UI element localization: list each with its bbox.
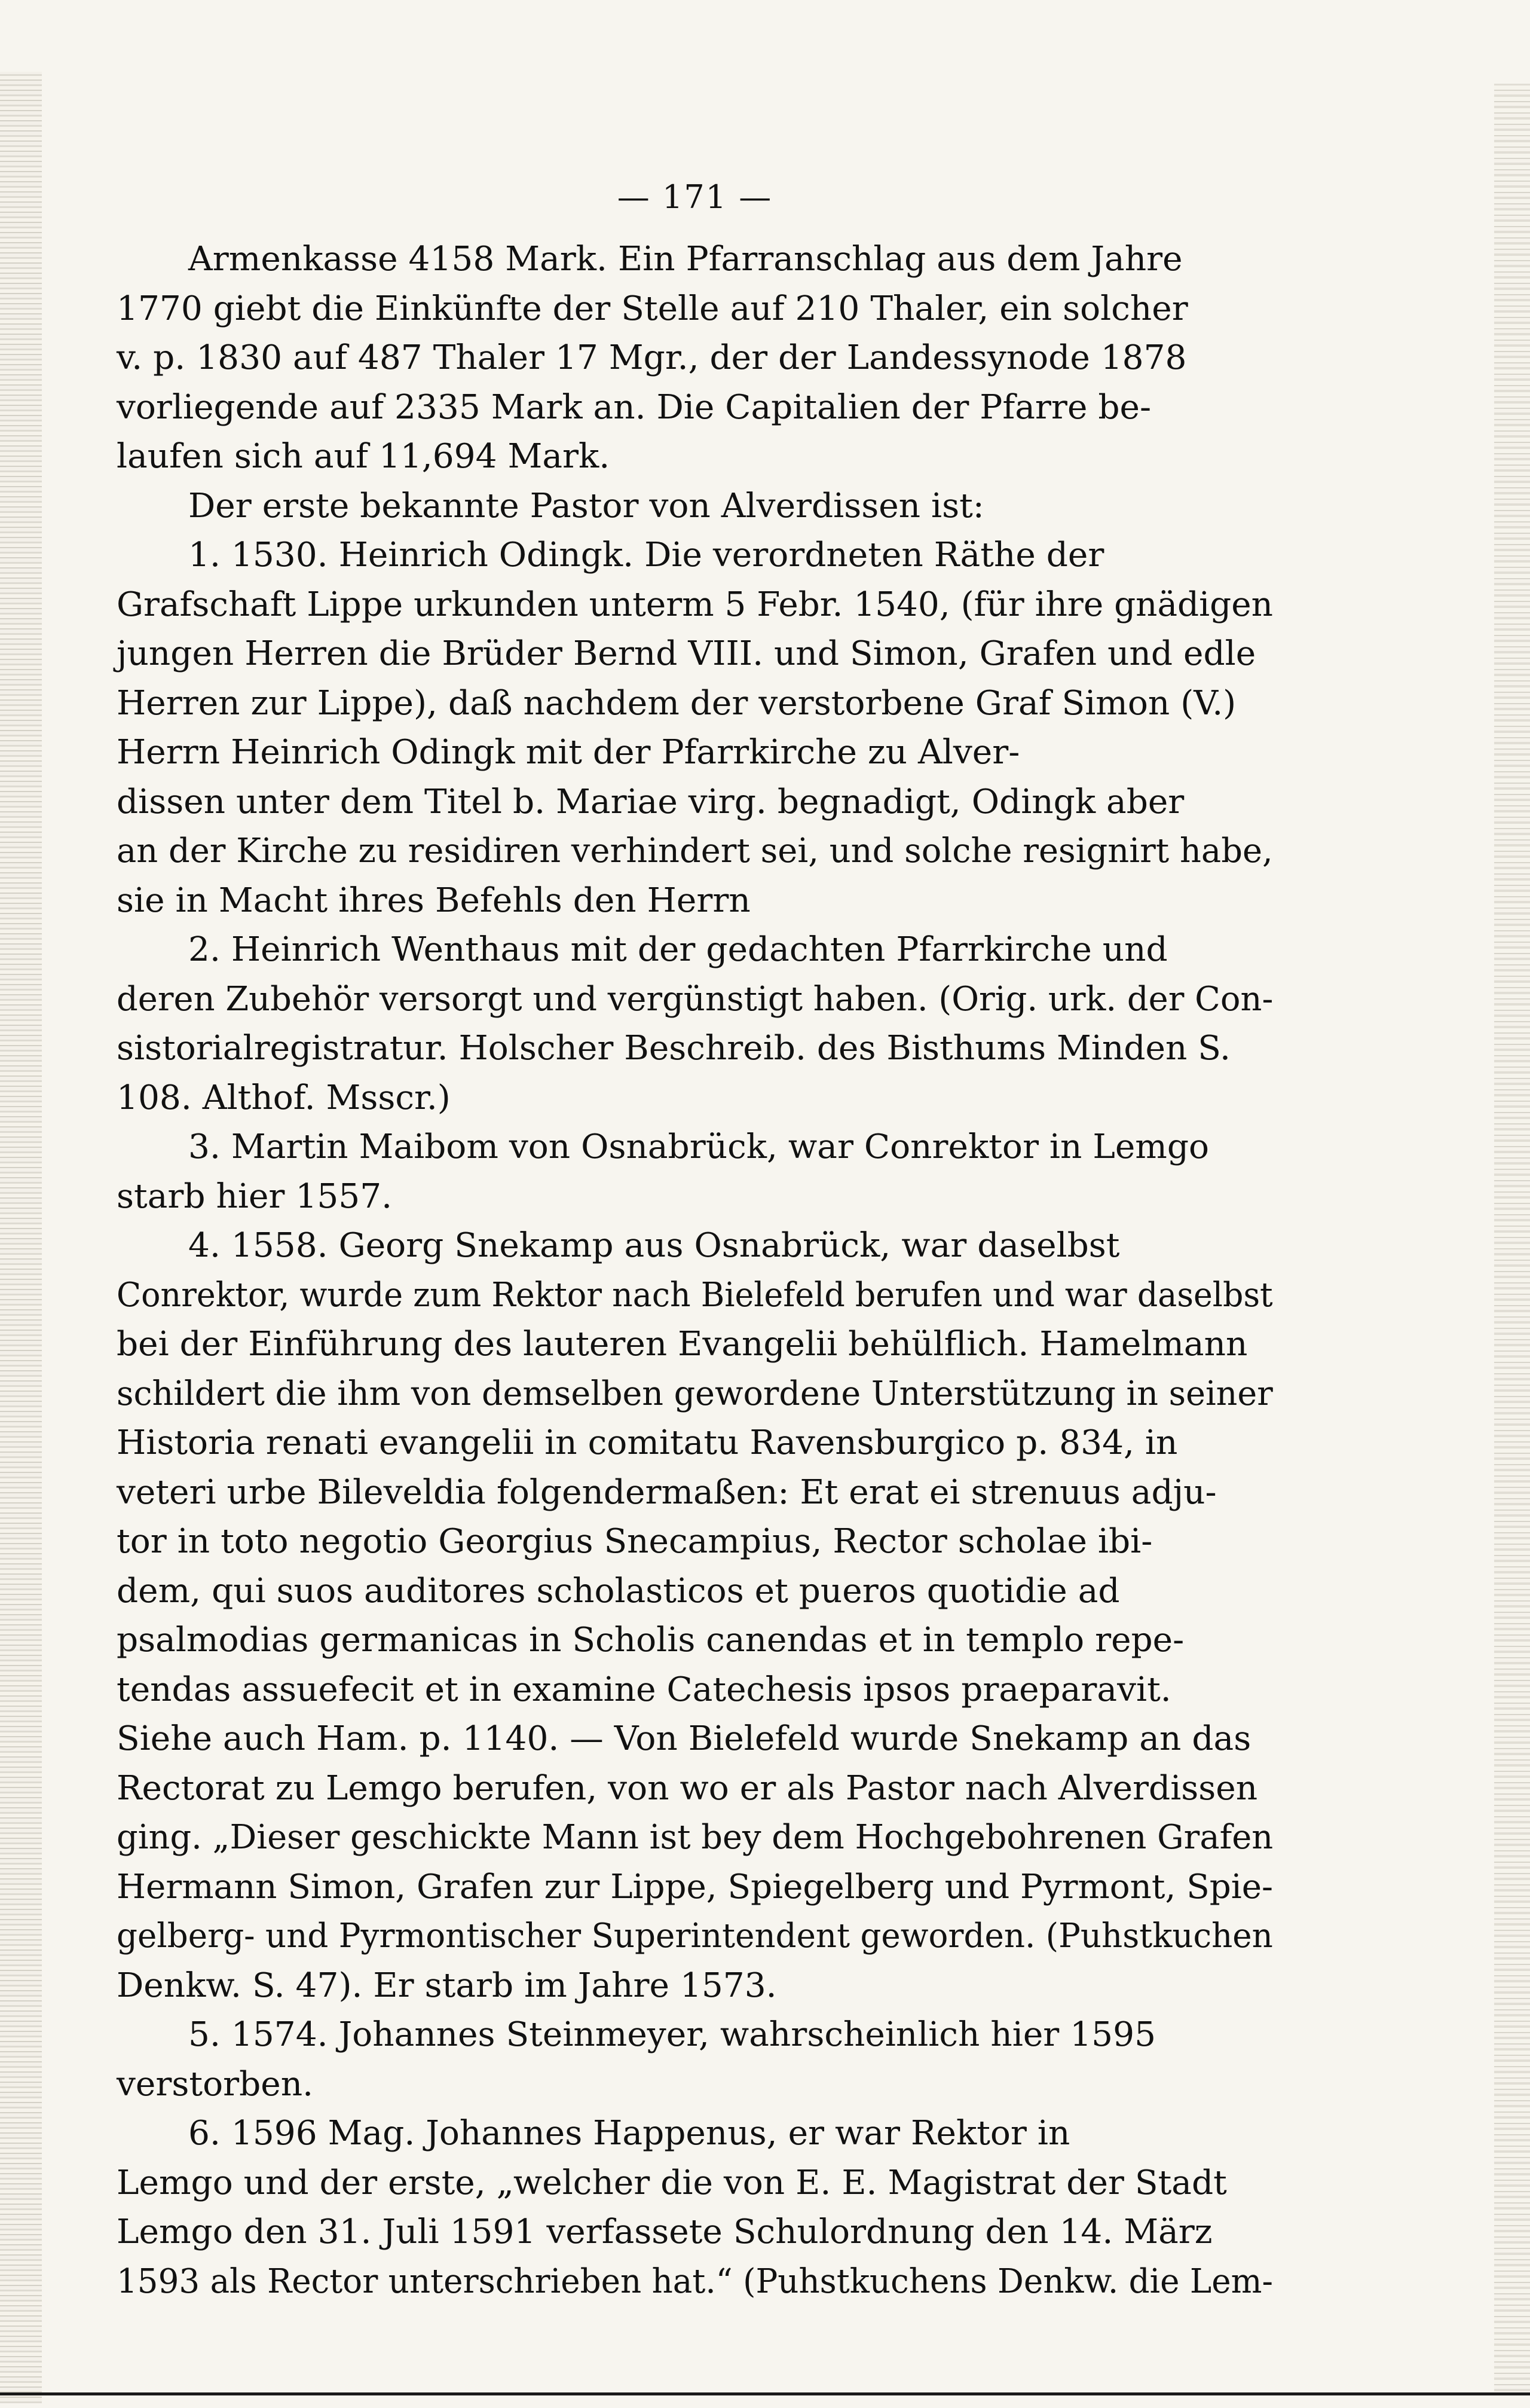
text-line: Historia renati evangelii in comitatu Ravensburgico p. 834, in xyxy=(117,1423,1178,1462)
text-line: Herren zur Lippe), daß nachdem der verstorbene Graf Simon (V.) xyxy=(117,683,1237,723)
book-page xyxy=(117,176,1273,2376)
text-line: Der erste bekannte Pastor von Alverdissen ist: xyxy=(188,486,984,525)
text-line: schildert die ihm von demselben gewordene Unterstützung in seiner xyxy=(117,1374,1273,1413)
text-line: 108. Althof. Msscr.) xyxy=(117,1078,451,1117)
text-line: Herrn Heinrich Odingk mit der Pfarrkirche zu Alver- xyxy=(117,733,1020,772)
text-line: Siehe auch Ham. p. 1140. — Von Bielefeld wurde Snekamp an das xyxy=(117,1719,1251,1758)
text-line: Denkw. S. 47). Er starb im Jahre 1573. xyxy=(117,1966,777,2005)
text-line: Grafschaft Lippe urkunden unterm 5 Febr. 1540, (für ihre gnädigen xyxy=(117,585,1273,624)
text-line: psalmodias germanicas in Scholis canendas et in templo repe- xyxy=(117,1621,1185,1660)
scan-bottom-border xyxy=(0,2392,1530,2395)
text-line: 6. 1596 Mag. Johannes Happenus, er war Rektor in xyxy=(188,2114,1070,2153)
text-line: Lemgo den 31. Juli 1591 verfassete Schulordnung den 14. März xyxy=(117,2213,1213,2251)
text-line: tendas assuefecit et in examine Catechesis ipsos praeparavit. xyxy=(117,1670,1171,1709)
text-line: tor in toto negotio Georgius Snecampius, Rector scholae ibi- xyxy=(117,1522,1153,1561)
text-line: 5. 1574. Johannes Steinmeyer, wahrscheinlich hier 1595 xyxy=(188,2015,1156,2054)
page-number: — 171 — xyxy=(617,178,773,216)
text-line: gelberg- und Pyrmontischer Superintendent geworden. (Puhstkuchen xyxy=(117,1917,1273,1955)
text-line: 1593 als Rector unterschrieben hat.“ (Puhstkuchens Denkw. die Lem- xyxy=(117,2262,1273,2301)
text-line: Hermann Simon, Grafen zur Lippe, Spiegelberg und Pyrmont, Spie- xyxy=(117,1867,1274,1906)
text-line: verstorben. xyxy=(117,2064,314,2104)
text-line: 4. 1558. Georg Snekamp aus Osnabrück, war daselbst xyxy=(188,1226,1120,1265)
text-line: Rectorat zu Lemgo berufen, von wo er als Pastor nach Alverdissen xyxy=(117,1768,1258,1808)
text-line: deren Zubehör versorgt und vergünstigt haben. (Orig. urk. der Con- xyxy=(117,979,1274,1019)
text-line: v. p. 1830 auf 487 Thaler 17 Mgr., der der Landessynode 1878 xyxy=(117,338,1187,377)
page-text-body xyxy=(117,235,1273,2306)
text-line: Armenkasse 4158 Mark. Ein Pfarranschlag aus dem Jahre xyxy=(188,240,1183,279)
text-line: Lemgo und der erste, „welcher die von E. E. Magistrat der Stadt xyxy=(117,2163,1227,2202)
text-line: 3. Martin Maibom von Osnabrück, war Conrektor in Lemgo xyxy=(188,1127,1210,1166)
text-line: sistorialregistratur. Holscher Beschreib. des Bisthums Minden S. xyxy=(117,1029,1231,1068)
text-line: 2. Heinrich Wenthaus mit der gedachten Pfarrkirche und xyxy=(188,930,1168,969)
scan-edge-right xyxy=(1494,84,1530,2391)
text-line: dissen unter dem Titel b. Mariae virg. begnadigt, Odingk aber xyxy=(117,782,1185,821)
text-line: dem, qui suos auditores scholasticos et pueros quotidie ad xyxy=(117,1571,1120,1611)
text-line: bei der Einführung des lauteren Evangelii behülflich. Hamelmann xyxy=(117,1325,1248,1364)
scan-edge-left xyxy=(0,72,42,2403)
text-line: sie in Macht ihres Befehls den Herrn xyxy=(117,881,751,920)
text-line: an der Kirche zu residiren verhindert sei, und solche resignirt habe, xyxy=(117,832,1273,870)
text-line: 1770 giebt die Einkünfte der Stelle auf 210 Thaler, ein solcher xyxy=(117,289,1188,328)
text-line: Conrektor, wurde zum Rektor nach Bielefeld berufen und war daselbst xyxy=(117,1275,1273,1315)
text-line: ging. „Dieser geschickte Mann ist bey dem Hochgebohrenen Grafen xyxy=(117,1818,1274,1857)
text-line: laufen sich auf 11,694 Mark. xyxy=(117,437,610,476)
text-line: jungen Herren die Brüder Bernd VIII. und Simon, Grafen und edle xyxy=(117,634,1256,673)
text-line: starb hier 1557. xyxy=(117,1177,393,1216)
text-line: veteri urbe Bileveldia folgendermaßen: Et erat ei strenuus adju- xyxy=(117,1472,1217,1512)
text-line: vorliegende auf 2335 Mark an. Die Capitalien der Pfarre be- xyxy=(117,387,1152,427)
text-line: 1. 1530. Heinrich Odingk. Die verordneten Räthe der xyxy=(188,536,1104,575)
